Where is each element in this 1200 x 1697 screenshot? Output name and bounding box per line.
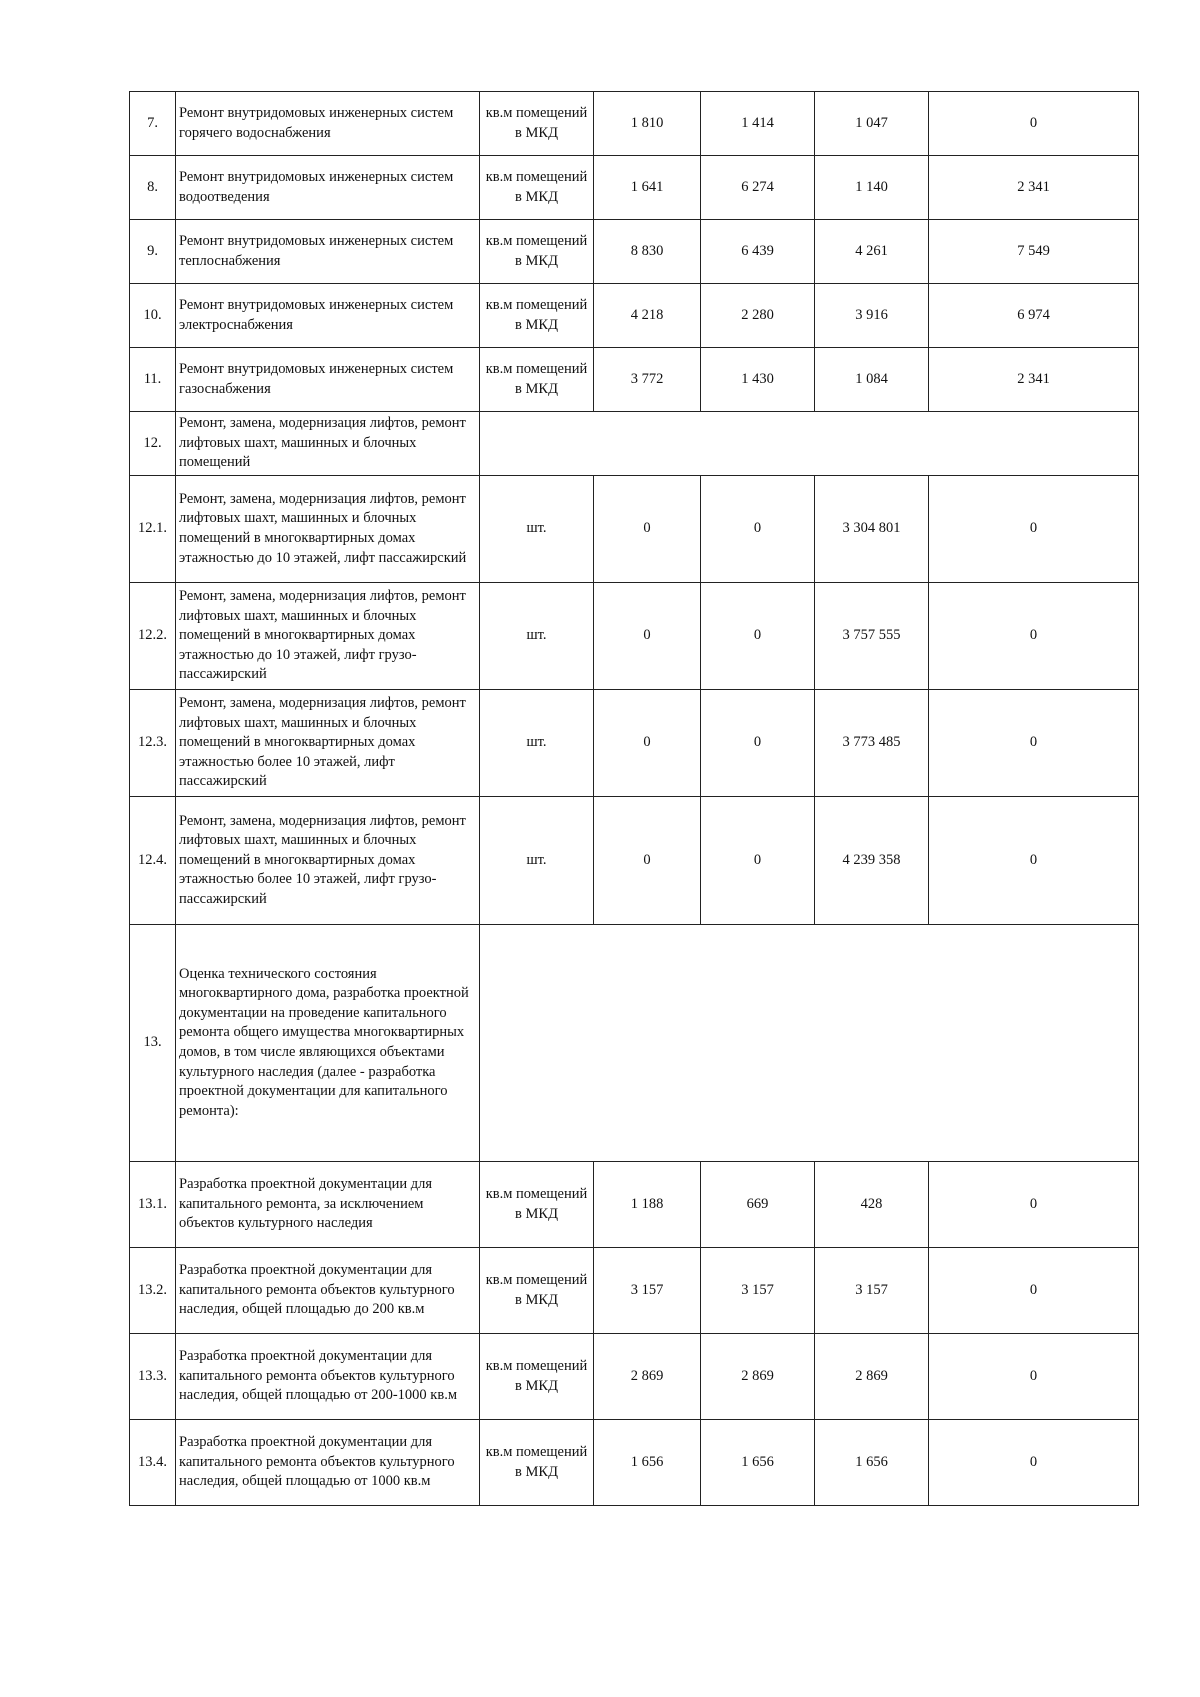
value-cell-1: 8 830 — [594, 220, 701, 284]
row-number: 13.2. — [130, 1248, 176, 1334]
value-cell-2: 669 — [701, 1162, 815, 1248]
unit-cell: кв.м помещений в МКД — [480, 156, 594, 220]
value-cell-3: 4 239 358 — [815, 797, 929, 925]
value-cell-4: 0 — [929, 1162, 1139, 1248]
table-row — [130, 1334, 1139, 1420]
unit-cell: шт. — [480, 583, 594, 690]
table-row — [130, 797, 1139, 925]
row-number: 13.3. — [130, 1334, 176, 1420]
table-row — [130, 156, 1139, 220]
value-cell-2: 6 274 — [701, 156, 815, 220]
work-name: Разработка проектной документации для капитального ремонта объектов культурного наследия, общей площадью от 200-1000 кв.м — [176, 1334, 480, 1420]
unit-cell: кв.м помещений в МКД — [480, 1248, 594, 1334]
value-cell-4: 0 — [929, 476, 1139, 583]
work-name: Ремонт, замена, модернизация лифтов, ремонт лифтовых шахт, машинных и блочных помещений — [176, 412, 480, 476]
value-cell-1: 1 641 — [594, 156, 701, 220]
value-cell-4: 0 — [929, 1420, 1139, 1506]
work-name: Ремонт внутридомовых инженерных систем горячего водоснабжения — [176, 92, 480, 156]
value-cell-4: 2 341 — [929, 348, 1139, 412]
value-cell-2: 0 — [701, 797, 815, 925]
value-cell-1: 1 656 — [594, 1420, 701, 1506]
value-cell-4: 7 549 — [929, 220, 1139, 284]
value-cell-4: 0 — [929, 797, 1139, 925]
value-cell-3: 1 084 — [815, 348, 929, 412]
row-number: 13. — [130, 925, 176, 1162]
value-cell-3: 2 869 — [815, 1334, 929, 1420]
row-number: 11. — [130, 348, 176, 412]
work-name: Ремонт внутридомовых инженерных систем электроснабжения — [176, 284, 480, 348]
unit-cell: кв.м помещений в МКД — [480, 348, 594, 412]
row-number: 13.1. — [130, 1162, 176, 1248]
work-name: Разработка проектной документации для капитального ремонта, за исключением объектов культурного наследия — [176, 1162, 480, 1248]
table-row — [130, 476, 1139, 583]
row-number: 12.4. — [130, 797, 176, 925]
work-name: Ремонт внутридомовых инженерных систем теплоснабжения — [176, 220, 480, 284]
row-number: 10. — [130, 284, 176, 348]
empty-span-cell — [480, 925, 1139, 1162]
value-cell-2: 2 280 — [701, 284, 815, 348]
value-cell-4: 2 341 — [929, 156, 1139, 220]
value-cell-2: 1 414 — [701, 92, 815, 156]
row-number: 12.3. — [130, 690, 176, 797]
value-cell-2: 1 430 — [701, 348, 815, 412]
table-row — [130, 348, 1139, 412]
unit-cell: шт. — [480, 797, 594, 925]
value-cell-1: 0 — [594, 476, 701, 583]
value-cell-1: 1 188 — [594, 1162, 701, 1248]
row-number: 8. — [130, 156, 176, 220]
table-row — [130, 1248, 1139, 1334]
table-row — [130, 284, 1139, 348]
value-cell-3: 1 656 — [815, 1420, 929, 1506]
unit-cell: кв.м помещений в МКД — [480, 284, 594, 348]
value-cell-1: 0 — [594, 797, 701, 925]
row-number: 12. — [130, 412, 176, 476]
value-cell-1: 0 — [594, 690, 701, 797]
works-table — [129, 91, 1139, 1506]
unit-cell: кв.м помещений в МКД — [480, 1334, 594, 1420]
value-cell-1: 4 218 — [594, 284, 701, 348]
value-cell-2: 1 656 — [701, 1420, 815, 1506]
value-cell-1: 2 869 — [594, 1334, 701, 1420]
work-name: Разработка проектной документации для капитального ремонта объектов культурного наследия, общей площадью от 1000 кв.м — [176, 1420, 480, 1506]
table-row — [130, 92, 1139, 156]
table-row — [130, 690, 1139, 797]
work-name: Ремонт, замена, модернизация лифтов, ремонт лифтовых шахт, машинных и блочных помещений в многоквартирных домах этажностью до 10 этажей, лифт пассажирский — [176, 476, 480, 583]
section-row — [130, 412, 1139, 476]
unit-cell: кв.м помещений в МКД — [480, 220, 594, 284]
value-cell-1: 1 810 — [594, 92, 701, 156]
work-name: Оценка технического состояния многоквартирного дома, разработка проектной документации на проведение капитального ремонта общего имущества многоквартирных домов, в том числе являющихся объектами культурного наследия (далее - разработка проектной документации для капитального ремонта): — [176, 925, 480, 1162]
value-cell-3: 1 140 — [815, 156, 929, 220]
value-cell-4: 0 — [929, 1248, 1139, 1334]
value-cell-3: 3 304 801 — [815, 476, 929, 583]
section-row — [130, 925, 1139, 1162]
unit-cell: кв.м помещений в МКД — [480, 1420, 594, 1506]
value-cell-1: 0 — [594, 583, 701, 690]
value-cell-2: 3 157 — [701, 1248, 815, 1334]
value-cell-2: 2 869 — [701, 1334, 815, 1420]
work-name: Ремонт, замена, модернизация лифтов, ремонт лифтовых шахт, машинных и блочных помещений в многоквартирных домах этажностью более 10 этажей, лифт грузо-пассажирский — [176, 797, 480, 925]
table-row — [130, 1162, 1139, 1248]
value-cell-3: 3 757 555 — [815, 583, 929, 690]
value-cell-4: 6 974 — [929, 284, 1139, 348]
value-cell-4: 0 — [929, 583, 1139, 690]
value-cell-4: 0 — [929, 690, 1139, 797]
row-number: 13.4. — [130, 1420, 176, 1506]
value-cell-3: 428 — [815, 1162, 929, 1248]
value-cell-1: 3 157 — [594, 1248, 701, 1334]
row-number: 7. — [130, 92, 176, 156]
value-cell-3: 4 261 — [815, 220, 929, 284]
row-number: 12.2. — [130, 583, 176, 690]
empty-span-cell — [480, 412, 1139, 476]
value-cell-3: 1 047 — [815, 92, 929, 156]
table-row — [130, 1420, 1139, 1506]
work-name: Ремонт внутридомовых инженерных систем газоснабжения — [176, 348, 480, 412]
value-cell-3: 3 773 485 — [815, 690, 929, 797]
value-cell-4: 0 — [929, 92, 1139, 156]
value-cell-4: 0 — [929, 1334, 1139, 1420]
value-cell-2: 0 — [701, 690, 815, 797]
work-name: Ремонт, замена, модернизация лифтов, ремонт лифтовых шахт, машинных и блочных помещений в многоквартирных домах этажностью до 10 этажей, лифт грузо-пассажирский — [176, 583, 480, 690]
work-name: Ремонт, замена, модернизация лифтов, ремонт лифтовых шахт, машинных и блочных помещений в многоквартирных домах этажностью более 10 этажей, лифт пассажирский — [176, 690, 480, 797]
row-number: 9. — [130, 220, 176, 284]
unit-cell: шт. — [480, 476, 594, 583]
value-cell-3: 3 916 — [815, 284, 929, 348]
value-cell-2: 6 439 — [701, 220, 815, 284]
table-row — [130, 220, 1139, 284]
work-name: Разработка проектной документации для капитального ремонта объектов культурного наследия, общей площадью до 200 кв.м — [176, 1248, 480, 1334]
value-cell-2: 0 — [701, 583, 815, 690]
unit-cell: шт. — [480, 690, 594, 797]
unit-cell: кв.м помещений в МКД — [480, 1162, 594, 1248]
value-cell-3: 3 157 — [815, 1248, 929, 1334]
value-cell-1: 3 772 — [594, 348, 701, 412]
value-cell-2: 0 — [701, 476, 815, 583]
row-number: 12.1. — [130, 476, 176, 583]
table-row — [130, 583, 1139, 690]
unit-cell: кв.м помещений в МКД — [480, 92, 594, 156]
work-name: Ремонт внутридомовых инженерных систем водоотведения — [176, 156, 480, 220]
